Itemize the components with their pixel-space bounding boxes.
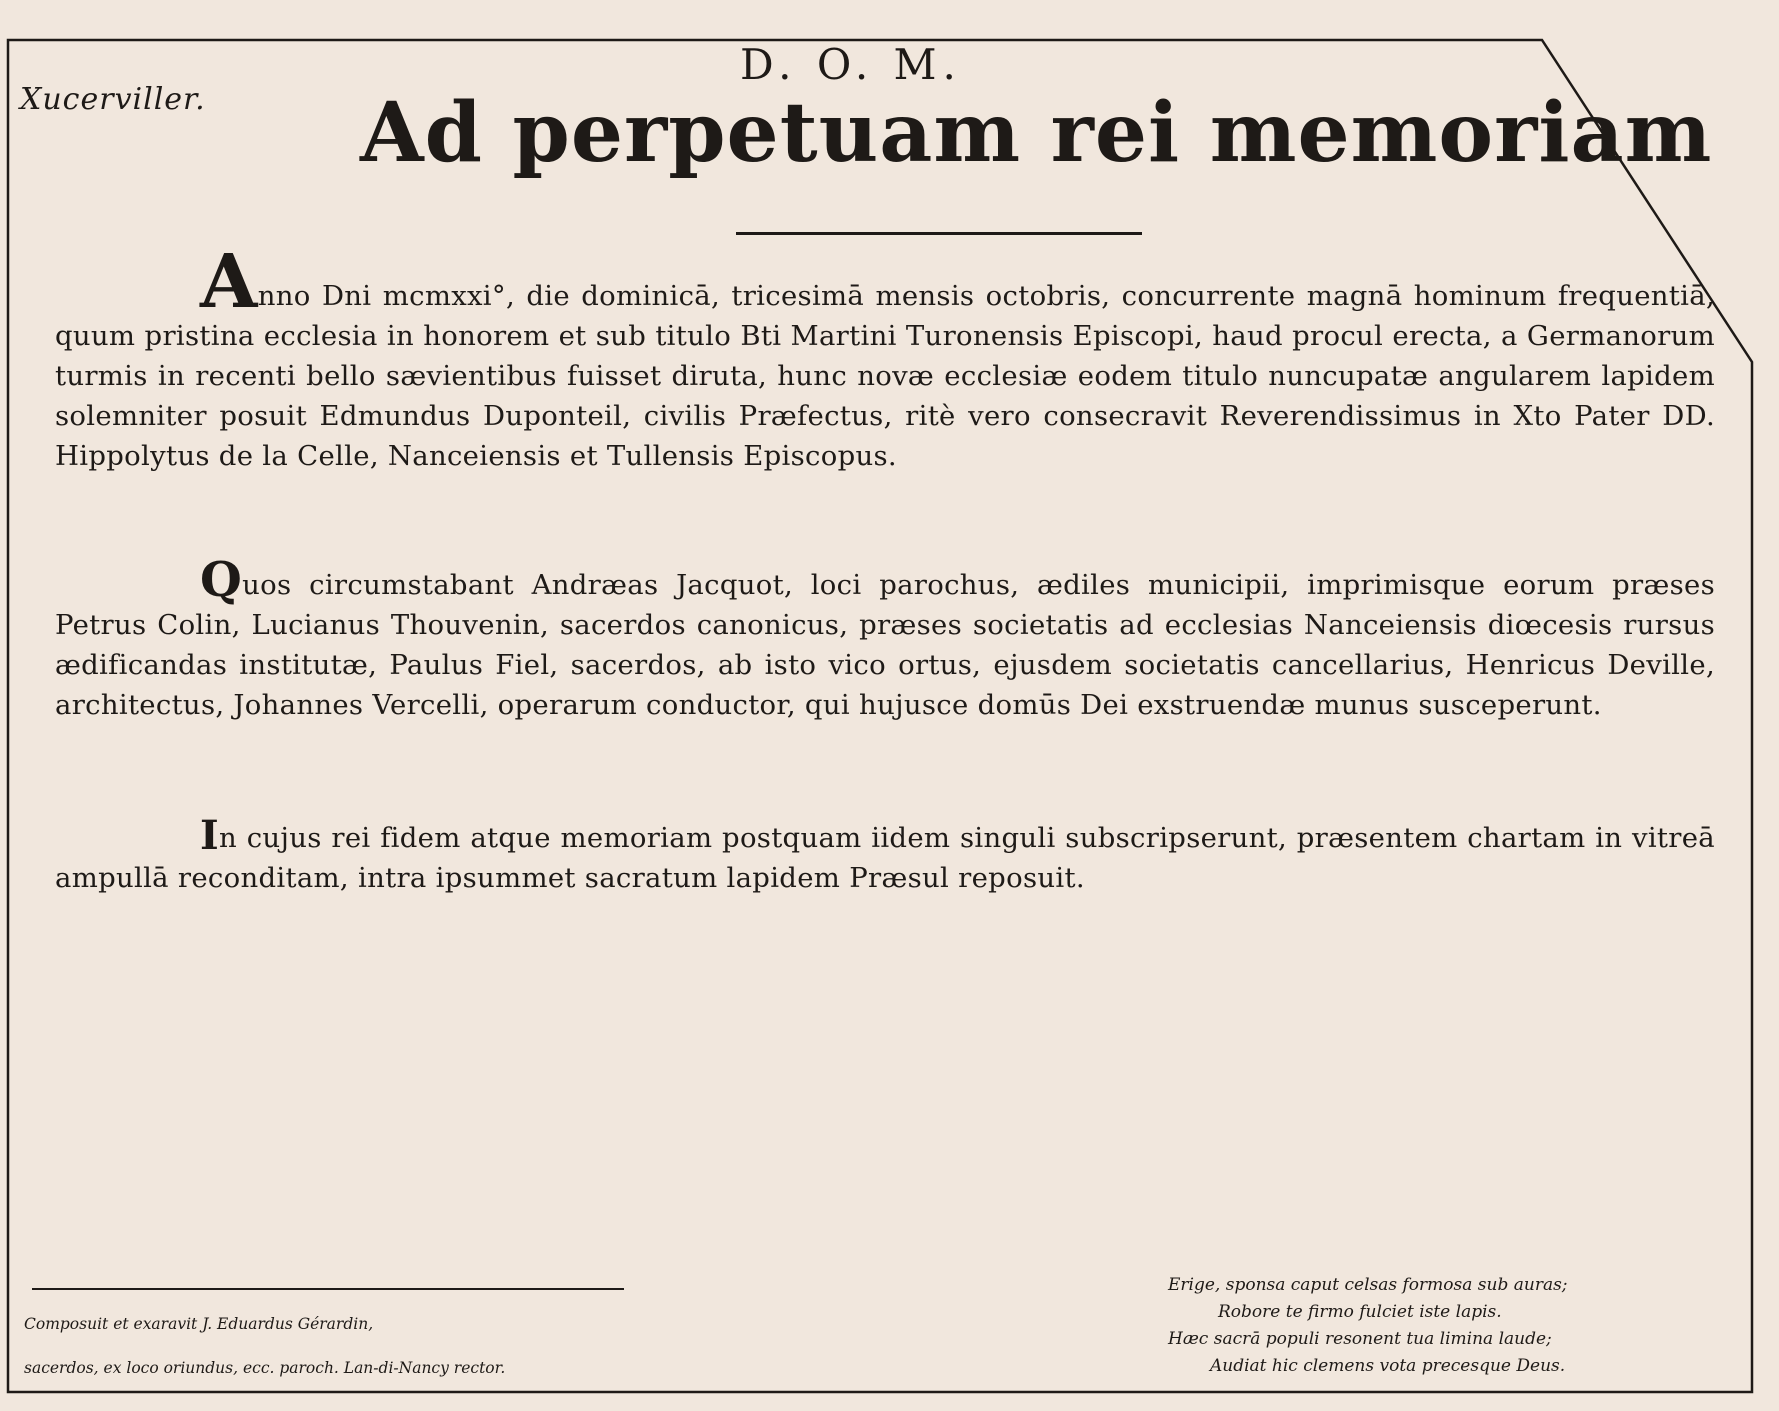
drop-cap-2: Q [200,551,243,608]
paragraph-3 [55,811,1715,898]
author-line-1: Composuit et exaravit J. Eduardus Gérardin, [24,1315,374,1333]
drop-cap-1: A [200,238,258,325]
dedication: D. O. M. [740,40,962,89]
paragraph-3-text: n cujus rei fidem atque memoriam postquam iidem singuli subscripserunt, præsentem chartam in vitreā ampullā reconditam, intra ipsummet sacratum lapidem Præsul reposuit. [55,821,1715,894]
author-line-2: sacerdos, ex loco oriundus, ecc. paroch. Lan-di-Nancy rector. [24,1359,506,1377]
verse-line-2: Robore te firmo fulciet iste lapis. [1218,1302,1502,1322]
paragraph-1 [55,238,1715,476]
footer-rule [32,1288,624,1290]
place-name: Xucerviller. [20,82,206,117]
verse-line-4: Audiat hic clemens vota precesque Deus. [1210,1356,1566,1376]
paragraph-1-text: nno Dni mcmxxi°, die dominicā, tricesimā mensis octobris, concurrente magnā hominum frequentiā, quum pristina ecclesia in honorem et sub titulo Bti Martini Turonensis Episcopi, haud procul erecta, a Germanorum turmis in recenti bello sævientibus fuisset diruta, hunc novæ ecclesiæ eodem titulo nuncupatæ angularem lapidem solemniter posuit Edmundus Duponteil, civilis Præfectus, ritè vero consecravit Reverendissimus in Xto Pater DD. Hippolytus de la Celle, Nanceiensis et Tullensis Episcopus. [55,279,1715,472]
drop-cap-3: I [200,811,220,859]
author-credit [24,1302,664,1390]
title-underline [736,232,1142,235]
page-title: Ad perpetuam rei memoriam [360,85,1713,181]
paragraph-2 [55,551,1715,725]
verse-line-1: Erige, sponsa caput celsas formosa sub auras; [1168,1275,1568,1295]
verse-line-3: Hæc sacrā populi resonent tua limina laude; [1168,1329,1552,1349]
verse [1140,1272,1700,1380]
paragraph-2-text: uos circumstabant Andræas Jacquot, loci parochus, ædiles municipii, imprimisque eorum præses Petrus Colin, Lucianus Thouvenin, sacerdos canonicus, præses societatis ad ecclesias Nanceiensis diœcesis rursus ædificandas institutæ, Paulus Fiel, sacerdos, ab isto vico ortus, ejusdem societatis cancellarius, Henricus Deville, architectus, Johannes Vercelli, operarum conductor, qui hujusce domūs Dei exstruendæ munus susceperunt. [55,568,1715,721]
